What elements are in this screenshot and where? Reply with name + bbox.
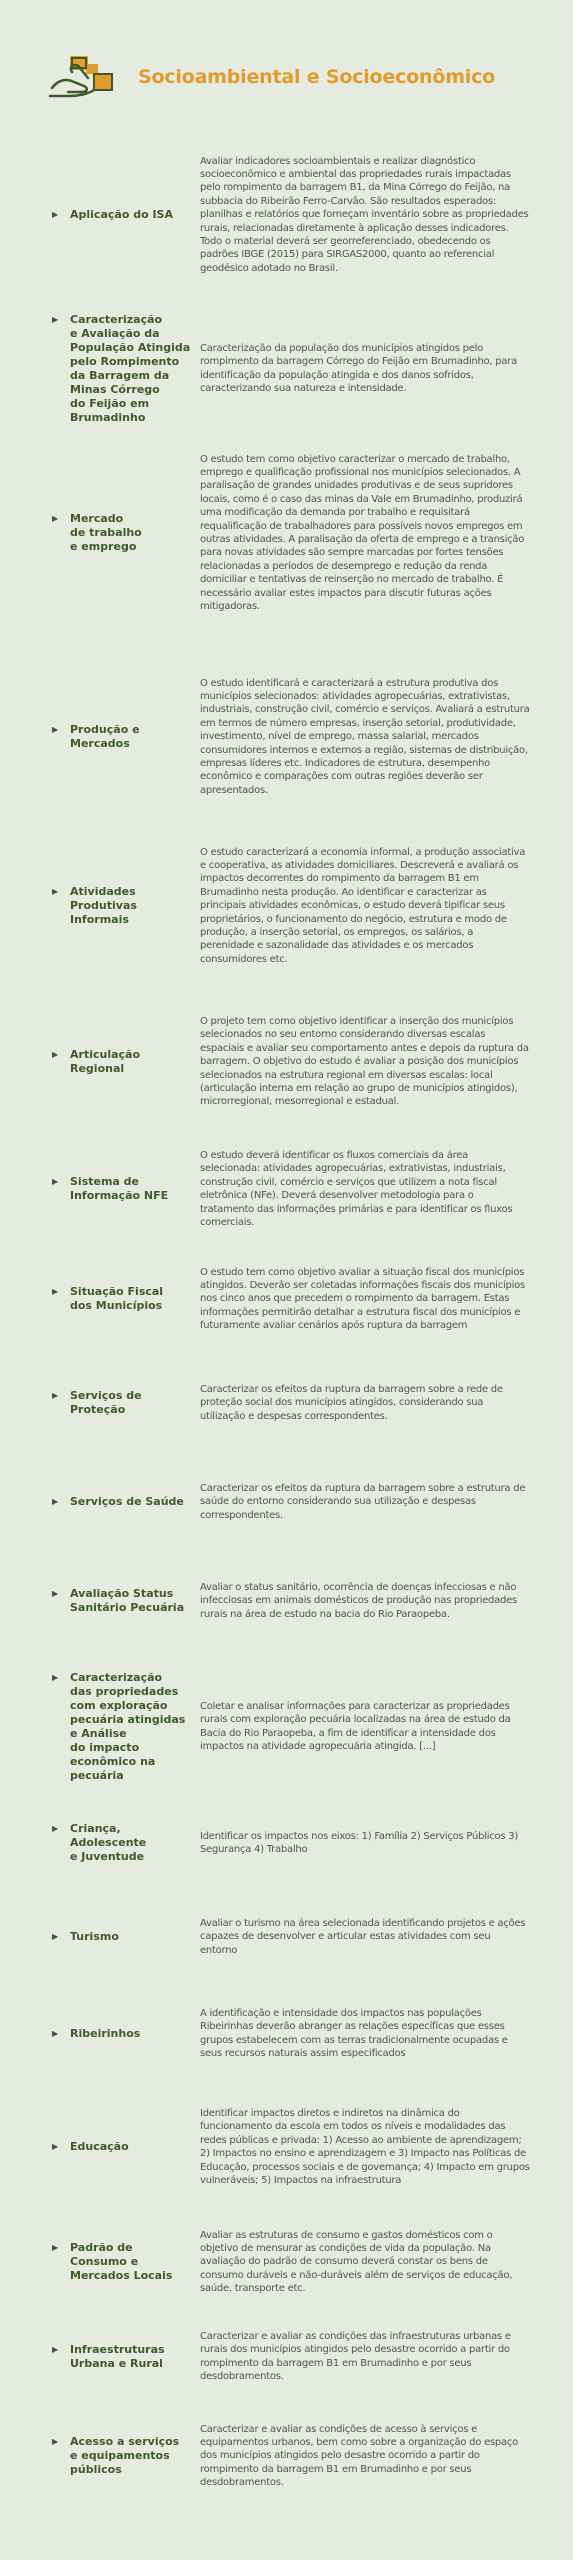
topic-label-text: Sistema de Informação NFE: [70, 1175, 169, 1202]
topic-label: [52, 208, 192, 222]
triangle-bullet-icon: ▶: [52, 1177, 59, 1186]
topic-label-text: Padrão de Consumo e Mercados Locais: [70, 2241, 173, 2282]
topic-label: [52, 1587, 192, 1615]
triangle-bullet-icon: ▶: [52, 1497, 59, 1506]
topic-description: Identificar impactos diretos e indiretos na dinâmica do funcionamento da escola em todos os níveis e modalidades das redes públicas e privada: 1) Acesso ao ambiente de aprendizagem; 2) Impactos no ensino e aprendizagem e 3) Impacto nas Políticas de Educação, processos sociais e de governança; 4) Impacto em grupos vulneráveis; 5) Impactos na infraestrutura: [200, 2108, 530, 2187]
topic-label: [52, 723, 192, 751]
topic-description: A identificação e intensidade dos impactos nas populações Ribeirinhas deverão abranger as relações específicas que esses grupos estabelecem com as terras tradicionalmente ocupadas e seus recursos naturais assim especificados: [200, 2008, 508, 2060]
topic-label-text: Serviços de Saúde: [70, 1495, 184, 1508]
topic-label: [52, 313, 192, 425]
page-title: Socioambiental e Socioeconômico: [138, 66, 496, 88]
topic-label-text: Ribeirinhos: [70, 2027, 141, 2040]
topic-description: O estudo identificará e caracterizará a estrutura produtiva dos municípios selecionados: atividades agropecuárias, extrativistas, industriais, construção civil, comércio e serviços. Avaliará a estrutura em termos de número empresas, inserção setorial, produtividade, investimento, nível de emprego, massa salarial, mercados consumidores internos e externos a região, sistemas de distribuição, empresas líderes etc. Indicadores de estrutura, desempenho econômico e comparações com outras regiões deverão ser apresentados.: [200, 677, 530, 796]
topic-label: [52, 2241, 192, 2283]
topic-label: [52, 1389, 192, 1417]
topic-label: [52, 1175, 192, 1203]
topic-label-text: Caracterização e Avaliação da População Atingida pelo Rompimento da Barragem da Minas Córrego do Feijão em Brumadinho: [70, 313, 191, 424]
topic-description: Avaliar indicadores socioambientais e realizar diagnóstico socioeconômico e ambiental das propriedades rurais impactadas pelo rompimento da barragem B1, da Mina Córrego do Feijão, na subbacia do Ribeirão Ferro-Carvão. São resultados esperados: planilhas e relatórios que forneçam inventário sobre as propriedades rurais, relacionadas diretamente à aplicação desses indicadores. Todo o material deverá ser georreferenciado, obedecendo os padrões IBGE (2015) para SIRGAS2000, quanto ao referencial geodésico adotado no Brasil.: [200, 155, 529, 274]
topic-description: O estudo deverá identificar os fluxos comerciais da área selecionada: atividades agropecuárias, extrativistas, industriais, construção civil, comércio e serviços que utilizem a nota fiscal eletrônica (NFe). Deverá desenvolver metodologia para o tratamento das informações primárias e para identificar os fluxos comerciais.: [200, 1150, 513, 1229]
hands-box-icon: [48, 52, 118, 102]
topic-label-text: Turismo: [70, 1930, 119, 1943]
topic-label-text: Educação: [70, 2140, 129, 2153]
triangle-bullet-icon: ▶: [52, 2029, 59, 2038]
topic-description: Coletar e analisar informações para caracterizar as propriedades rurais com exploração pecuária localizadas na área de estudo da Bacia do Rio Paraopeba, a fim de identificar a intensidade dos impactos na atividade agropecuária atingida. [...]: [200, 1701, 511, 1753]
topic-label-text: Mercado de trabalho e emprego: [70, 512, 142, 553]
triangle-bullet-icon: ▶: [52, 2142, 59, 2151]
triangle-bullet-icon: ▶: [52, 887, 59, 896]
topic-label: [52, 1285, 192, 1313]
topic-description: O estudo caracterizará a economia informal, a produção associativa e cooperativa, as atividades domiciliares. Descreverá e avaliará os impactos decorrentes do rompimento da barragem B1 em Brumadinho nesta produção. Ao identificar e caracterizar as principais atividades econômicas, o estudo deverá tipificar seus proprietários, o funcionamento do negócio, estrutura e modo de produção, a inserção setorial, os empregos, os salários, a perenidade e sazonalidade das atividades e os mercados consumidores etc.: [200, 846, 526, 965]
triangle-bullet-icon: ▶: [52, 210, 59, 219]
topic-label: [52, 1671, 192, 1783]
topic-label: [52, 1822, 192, 1864]
topic-description: O projeto tem como objetivo identificar a inserção dos municípios selecionados no seu entorno considerando diversas escalas espaciais e avaliar seu comportamento antes e depois da ruptura da barragem. O objetivo do estudo é avaliar a posição dos municípios selecionados na estrutura regional em diversas escalas: local (articulação interna em relação ao grupo de municípios atingidos), microrregional, mesorregional e estadual.: [200, 1016, 529, 1108]
topic-label: [52, 512, 192, 554]
topic-label-text: Serviços de Proteção: [70, 1389, 142, 1416]
topic-label: [52, 1495, 192, 1509]
topic-label-text: Infraestruturas Urbana e Rural: [70, 2343, 165, 2370]
topic-label-text: Articulação Regional: [70, 1048, 141, 1075]
topic-label: [52, 2343, 192, 2371]
triangle-bullet-icon: ▶: [52, 1824, 59, 1833]
topic-description: O estudo tem como objetivo caracterizar o mercado de trabalho, emprego e qualificação profissional nos municípios selecionados. A paralisação de grandes unidades produtivas e de seus supridores locais, como é o caso das minas da Vale em Brumadinho, produzirá uma modificação da demanda por trabalho e requisitará requalificação de trabalhadores para possíveis novos empregos em outras atividades. A paralisação da oferta de emprego e a transição para novas atividades são sempre marcadas por fortes tensões relacionadas a períodos de desemprego e redução da renda domiciliar e tentativas de reinserção no mercado de trabalho. É necessário avaliar estes impactos para discutir futuras ações mitigadoras.: [200, 453, 525, 612]
topic-label-text: Situação Fiscal dos Municípios: [70, 1285, 164, 1312]
topic-description: Identificar os impactos nos eixos: 1) Família 2) Serviços Públicos 3) Segurança 4) Trabalho: [200, 1830, 519, 1855]
topic-label-text: Produção e Mercados: [70, 723, 140, 750]
triangle-bullet-icon: ▶: [52, 2243, 59, 2252]
topic-description: Caracterizar e avaliar as condições das infraestruturas urbanas e rurais dos municípios atingidos pelo desastre ocorrido a partir do rompimento da barragem B1 em Brumadinho e por seus desdobramentos.: [200, 2331, 511, 2383]
triangle-bullet-icon: ▶: [52, 725, 59, 734]
topic-label: [52, 2140, 192, 2154]
topic-description: Caracterizar os efeitos da ruptura da barragem sobre a estrutura de saúde do entorno considerando sua utilização e despesas correspondentes.: [200, 1483, 526, 1521]
topic-label: [52, 1930, 192, 1944]
triangle-bullet-icon: ▶: [52, 1932, 59, 1941]
triangle-bullet-icon: ▶: [52, 1050, 59, 1059]
triangle-bullet-icon: ▶: [52, 1391, 59, 1400]
topic-label-text: Acesso a serviços e equipamentos públicos: [70, 2435, 180, 2476]
topic-description: Avaliar o turismo na área selecionada identificando projetos e ações capazes de desenvolver e articular estas atividades com seu entorno: [200, 1918, 526, 1956]
topic-label: [52, 885, 192, 927]
topic-description: Avaliar as estruturas de consumo e gastos domésticos com o objetivo de mensurar as condições de vida da população. Na avaliação do padrão de consumo deverá constar os bens de consumo duráveis e não-duráveis além de serviços de educação, saúde, transporte etc.: [200, 2229, 513, 2295]
triangle-bullet-icon: ▶: [52, 1287, 59, 1296]
topic-label: [52, 2027, 192, 2041]
triangle-bullet-icon: ▶: [52, 1673, 59, 1682]
topic-label-text: Avaliação Status Sanitário Pecuária: [70, 1587, 185, 1614]
topic-description: Caracterizar e avaliar as condições de acesso à serviços e equipamentos urbanos, bem como sobre a organização do espaço dos municípios atingidos pelo desastre ocorrido a partir do rompimento da barragem B1 em Brumadinho e por seus desdobramentos.: [200, 2423, 519, 2489]
topic-label-text: Caracterização das propriedades com exploração pecuária atingidas e Análise do impacto econômico na pecuária: [70, 1671, 186, 1782]
topic-label-text: Atividades Produtivas Informais: [70, 885, 137, 926]
page-header: [0, 0, 573, 160]
triangle-bullet-icon: ▶: [52, 2437, 59, 2446]
topic-description: Caracterização da população dos municípios atingidos pelo rompimento da barragem Córrego do Feijão em Brumadinho, para identificação da população atingida e dos danos sofridos, caracterizando sua natureza e intensidade.: [200, 343, 518, 395]
triangle-bullet-icon: ▶: [52, 315, 59, 324]
topic-label: [52, 1048, 192, 1076]
triangle-bullet-icon: ▶: [52, 1589, 59, 1598]
topic-label: [52, 2435, 192, 2477]
topic-description: O estudo tem como objetivo avaliar a situação fiscal dos municípios atingidos. Deverão ser coletadas informações fiscais dos municípios nos cinco anos que precedem o rompimento da barragem. Estas informações permitirão detalhar a estrutura fiscal dos municípios e futuramente avaliar cenários após ruptura da barragem: [200, 1266, 525, 1332]
topic-label-text: Aplicação do ISA: [70, 208, 173, 221]
topic-description: Caracterizar os efeitos da ruptura da barragem sobre a rede de proteção social dos municípios atingidos, considerando sua utilização e despesas correspondentes.: [200, 1384, 503, 1422]
topic-description: Avaliar o status sanitário, ocorrência de doenças infecciosas e não infecciosas em animais domésticos de produção nas propriedades rurais na área de estudo na bacia do Rio Paraopeba.: [200, 1582, 517, 1620]
triangle-bullet-icon: ▶: [52, 2345, 59, 2354]
topic-label-text: Criança, Adolescente e Juventude: [70, 1822, 147, 1863]
triangle-bullet-icon: ▶: [52, 514, 59, 523]
